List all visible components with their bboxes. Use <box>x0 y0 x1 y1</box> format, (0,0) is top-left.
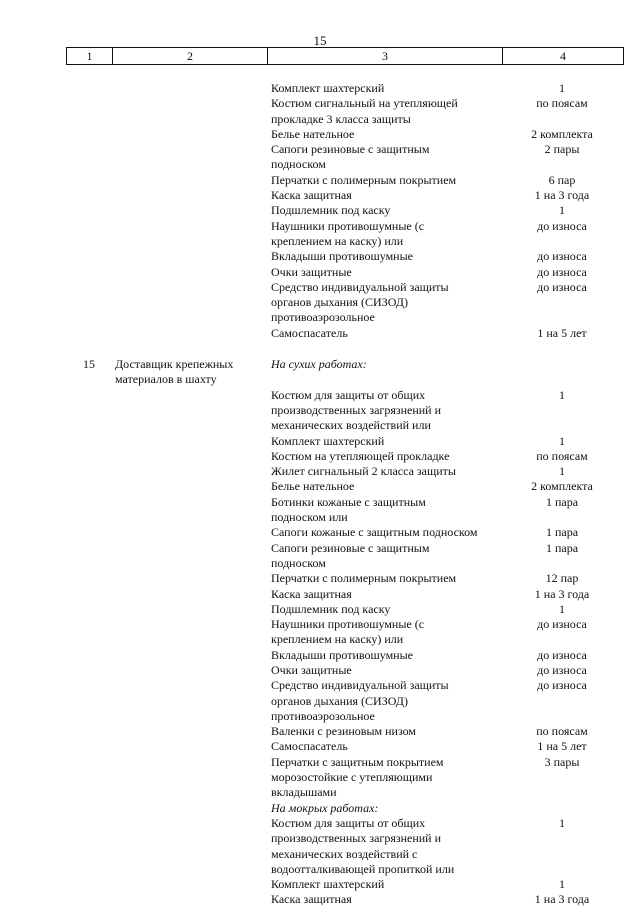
row-number <box>66 678 112 724</box>
profession-name <box>112 755 267 801</box>
row-number <box>66 816 112 877</box>
profession-name <box>112 142 267 173</box>
issue-norm <box>502 801 622 816</box>
section-title: На сухих работах: <box>271 357 367 372</box>
issue-norm: 12 пар <box>545 571 579 586</box>
profession-name <box>112 203 267 218</box>
ppe-item: Наушники противошумные (с креплением на каску) или <box>271 617 425 647</box>
table-row <box>66 587 626 602</box>
table-row <box>66 249 626 264</box>
issue-norm <box>502 357 622 388</box>
row-number <box>66 755 112 801</box>
row-number <box>66 188 112 203</box>
table-row <box>66 617 626 648</box>
issue-norm: до износа <box>537 279 587 294</box>
table-header <box>66 47 624 65</box>
section-title: На мокрых работах: <box>271 800 379 815</box>
ppe-item: Перчатки с полимерным покрытием <box>271 571 457 586</box>
issue-norm: 1 пара <box>545 494 579 509</box>
page-number: 15 <box>313 33 327 48</box>
row-number <box>66 587 112 602</box>
row-number <box>66 449 112 464</box>
issue-norm: 1 на 5 лет <box>537 325 587 340</box>
issue-norm: 1 <box>559 601 565 616</box>
issue-norm: 2 комплекта <box>531 479 593 494</box>
issue-norm: до износа <box>537 678 587 693</box>
table-row <box>66 739 626 754</box>
ppe-item: Комплект шахтерский <box>271 433 385 448</box>
issue-norm: 1 на 3 года <box>534 586 590 601</box>
row-number <box>66 739 112 754</box>
profession-name <box>112 81 267 96</box>
table-row <box>66 388 626 434</box>
profession-name <box>112 816 267 877</box>
ppe-item: Средство индивидуальной защиты органов дыхания (СИЗОД) противоаэрозольное <box>271 279 449 325</box>
row-number <box>66 249 112 264</box>
profession-name <box>112 280 267 326</box>
table-row <box>66 142 626 173</box>
row-number <box>66 602 112 617</box>
row-number <box>66 434 112 449</box>
profession-name <box>112 495 267 526</box>
table-row <box>66 892 626 907</box>
table-row <box>66 81 626 96</box>
profession-name <box>112 617 267 648</box>
issue-norm: 3 пары <box>544 754 580 769</box>
ppe-item: Подшлемник под каску <box>271 203 391 218</box>
issue-norm: 1 <box>559 81 565 95</box>
header-col-3: 3 <box>268 48 503 64</box>
profession-name <box>112 188 267 203</box>
row-number <box>66 892 112 907</box>
ppe-item: Вкладыши противошумные <box>271 647 413 662</box>
table-row <box>66 188 626 203</box>
issue-norm: 2 комплекта <box>531 126 593 141</box>
row-number <box>66 142 112 173</box>
table-row <box>66 648 626 663</box>
table-row <box>66 801 626 816</box>
table-row <box>66 219 626 250</box>
profession-name <box>112 801 267 816</box>
entry-15 <box>66 357 626 908</box>
profession-name <box>112 326 267 341</box>
profession-name: Доставщик крепежных материалов в шахту <box>115 357 234 387</box>
ppe-item: Очки защитные <box>271 264 352 279</box>
issue-norm: 1 на 5 лет <box>537 739 587 754</box>
issue-norm: 1 <box>559 433 565 448</box>
profession-name <box>112 892 267 907</box>
table-row <box>66 203 626 218</box>
table-row <box>66 571 626 586</box>
table-row <box>66 357 626 388</box>
ppe-item: Самоспасатель <box>271 739 348 754</box>
table-row <box>66 96 626 127</box>
ppe-item: Костюм на утепляющей прокладке <box>271 448 450 463</box>
ppe-item: Костюм для защиты от общих производственных загрязнений и механических воздействий с водоотталкивающей пропиткой или <box>271 815 455 876</box>
table-row <box>66 326 626 341</box>
row-number <box>66 265 112 280</box>
header-col-4: 4 <box>560 49 566 63</box>
ppe-item: Средство индивидуальной защиты органов дыхания (СИЗОД) противоаэрозольное <box>271 678 449 723</box>
profession-name <box>112 877 267 892</box>
table-row <box>66 265 626 280</box>
issue-norm: 1 <box>559 203 565 218</box>
row-number <box>66 173 112 188</box>
row-number <box>66 495 112 526</box>
header-col-1: 1 <box>67 48 113 64</box>
row-number <box>66 96 112 127</box>
issue-norm: до износа <box>537 647 587 662</box>
profession-name <box>112 678 267 724</box>
ppe-item: Самоспасатель <box>271 325 348 340</box>
ppe-item: Сапоги резиновые с защитным подноском <box>271 540 430 570</box>
profession-name <box>112 265 267 280</box>
table-row <box>66 464 626 479</box>
issue-norm: 6 пар <box>548 172 576 187</box>
profession-name <box>112 739 267 754</box>
issue-norm: до износа <box>537 249 587 264</box>
profession-name <box>112 127 267 142</box>
ppe-item: Перчатки с защитным покрытием морозостойкие с утепляющими вкладышами <box>271 754 444 800</box>
row-number <box>66 801 112 816</box>
issue-norm: 1 <box>559 464 565 479</box>
table-row <box>66 173 626 188</box>
row-gap <box>66 341 626 357</box>
row-number <box>66 648 112 663</box>
table-row <box>66 479 626 494</box>
ppe-item: Сапоги кожаные с защитным подноском <box>271 525 478 540</box>
row-number <box>66 663 112 678</box>
ppe-item: Наушники противошумные (с креплением на каску) или <box>271 218 425 248</box>
row-number <box>66 571 112 586</box>
row-number <box>66 219 112 250</box>
ppe-item: Костюм сигнальный на утепляющей прокладке 3 класса защиты <box>271 96 458 126</box>
issue-norm: до износа <box>537 617 587 632</box>
table-row <box>66 816 626 877</box>
table-row <box>66 127 626 142</box>
row-number <box>66 724 112 739</box>
row-number: 15 <box>83 357 95 372</box>
row-number <box>66 203 112 218</box>
ppe-item: Белье нательное <box>271 126 355 141</box>
issue-norm: по поясам <box>536 724 588 739</box>
profession-name <box>112 219 267 250</box>
profession-name <box>112 648 267 663</box>
table-row <box>66 449 626 464</box>
ppe-item: Валенки с резиновым низом <box>271 724 417 739</box>
ppe-item: Белье нательное <box>271 479 355 494</box>
row-number <box>66 464 112 479</box>
profession-name <box>112 434 267 449</box>
ppe-item: Очки защитные <box>271 662 352 677</box>
row-number <box>66 617 112 648</box>
issue-norm: по поясам <box>536 96 588 111</box>
table-row <box>66 663 626 678</box>
issue-norm: 1 пара <box>545 540 579 555</box>
row-number <box>66 326 112 341</box>
ppe-item: Комплект шахтерский <box>271 877 385 892</box>
row-number <box>66 525 112 540</box>
table-row <box>66 724 626 739</box>
table-row <box>66 678 626 724</box>
header-col-2: 2 <box>113 48 268 64</box>
table-row <box>66 877 626 892</box>
ppe-item: Перчатки с полимерным покрытием <box>271 172 457 187</box>
table-body <box>66 81 626 908</box>
table-row <box>66 280 626 326</box>
issue-norm: 1 <box>559 877 565 892</box>
issue-norm: 1 <box>559 387 565 402</box>
issue-norm: до износа <box>537 264 587 279</box>
issue-norm: до износа <box>537 218 587 233</box>
profession-name <box>112 587 267 602</box>
profession-name <box>112 388 267 434</box>
profession-name <box>112 173 267 188</box>
ppe-item: Ботинки кожаные с защитным подноском или <box>271 494 426 525</box>
table-row <box>66 755 626 801</box>
ppe-item: Комплект шахтерский <box>271 81 385 95</box>
ppe-item: Жилет сигнальный 2 класса защиты <box>271 464 456 479</box>
profession-name <box>112 541 267 572</box>
ppe-item: Подшлемник под каску <box>271 601 391 616</box>
issue-norm: 2 пары <box>544 142 580 157</box>
ppe-item: Каска защитная <box>271 188 352 203</box>
ppe-item: Каска защитная <box>271 586 352 601</box>
row-number <box>66 127 112 142</box>
row-number <box>66 877 112 892</box>
profession-name <box>112 525 267 540</box>
table-row <box>66 602 626 617</box>
profession-name <box>112 479 267 494</box>
continued-block <box>66 81 626 341</box>
profession-name <box>112 464 267 479</box>
profession-name <box>112 663 267 678</box>
table-row <box>66 434 626 449</box>
row-number <box>66 479 112 494</box>
ppe-item: Костюм для защиты от общих производственных загрязнений и механических воздействий или <box>271 387 442 433</box>
profession-name <box>112 449 267 464</box>
issue-norm: 1 пара <box>545 525 579 540</box>
profession-name <box>112 249 267 264</box>
row-number <box>66 541 112 572</box>
table-row <box>66 495 626 526</box>
table-row <box>66 541 626 572</box>
issue-norm: 1 на 3 года <box>534 188 590 203</box>
profession-name <box>112 724 267 739</box>
row-number <box>66 388 112 434</box>
issue-norm: до износа <box>537 662 587 677</box>
profession-name <box>112 571 267 586</box>
profession-name <box>112 602 267 617</box>
ppe-item: Каска защитная <box>271 892 352 907</box>
row-number <box>66 280 112 326</box>
issue-norm: 1 <box>559 815 565 830</box>
ppe-item: Сапоги резиновые с защитным подноском <box>271 142 430 172</box>
row-number <box>66 81 112 96</box>
table-row <box>66 525 626 540</box>
issue-norm: 1 на 3 года <box>534 892 590 907</box>
issue-norm: по поясам <box>536 448 588 463</box>
ppe-item: Вкладыши противошумные <box>271 249 413 264</box>
profession-name <box>112 96 267 127</box>
